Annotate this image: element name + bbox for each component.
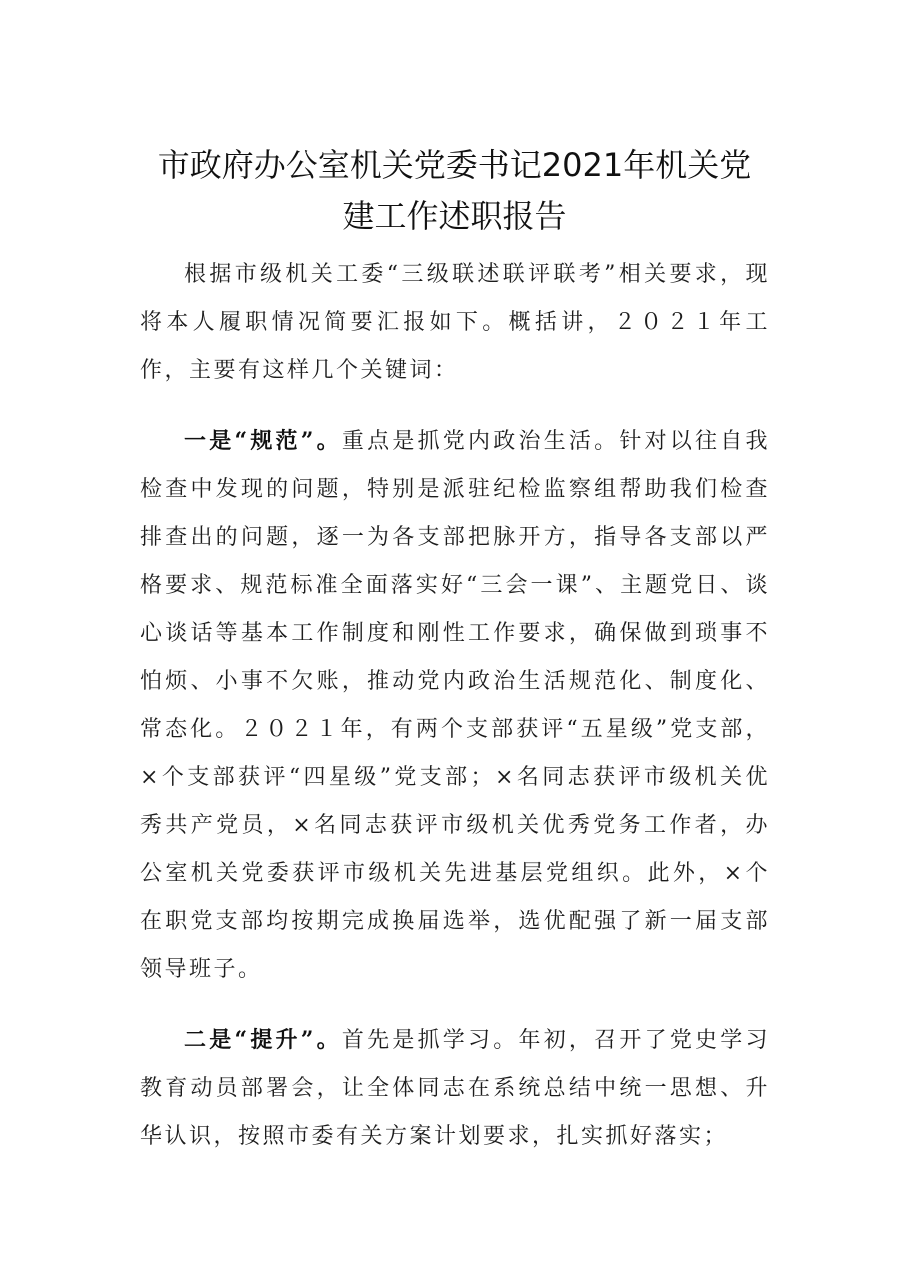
document-body — [140, 250, 770, 1161]
document-title — [120, 140, 789, 242]
paragraph-lead: 二是“提升”。 — [184, 1027, 342, 1053]
paragraph-text: 首先是抓学习。年初，召开了党史学习教育动员部署会，让全体同志在系统总结中统一思想、升华认识，按照市委有关方案计划要求，扎实抓好落实； — [140, 1028, 770, 1149]
title-line-1: 市政府办公室机关党委书记2021年机关党 — [157, 146, 752, 184]
paragraph-text: 根据市级机关工委“三级联述联评联考”相关要求，现将本人履职情况简要汇报如下。概括讲，２０２１年工作，主要有这样几个关键词： — [140, 262, 770, 383]
paragraph-text: 重点是抓党内政治生活。针对以往自我检查中发现的问题，特别是派驻纪检监察组帮助我们检查排查出的问题，逐一为各支部把脉开方，指导各支部以严格要求、规范标准全面落实好“三会一课”、主题党日、谈心谈话等基本工作制度和刚性工作要求，确保做到琐事不怕烦、小事不欠账，推动党内政治生活规范化、制度化、常态化。２０２１年，有两个支部获评“五星级”党支部，×个支部获评“四星级”党支部；×名同志获评市级机关优秀共产党员，×名同志获评市级机关优秀党务工作者，办公室机关党委获评市级机关先进基层党组织。此外，×个在职党支部均按期完成换届选举，选优配强了新一届支部领导班子。 — [140, 429, 770, 982]
paragraph-standardize — [140, 417, 770, 994]
paragraph-lead: 一是“规范”。 — [184, 428, 342, 454]
paragraph-improve — [140, 1016, 770, 1161]
paragraph-intro — [140, 250, 770, 395]
title-line-2: 建工作述职报告 — [342, 197, 567, 235]
